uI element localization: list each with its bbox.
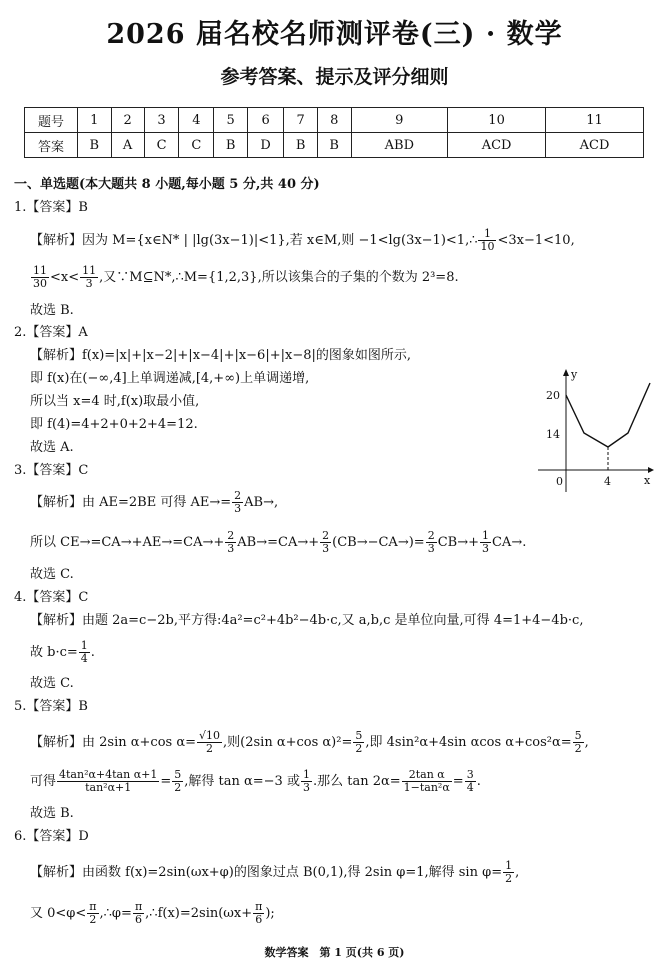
numerator: 1 <box>481 529 489 542</box>
table-cell: B <box>284 133 318 158</box>
denominator: 2 <box>206 742 213 755</box>
denominator: 4 <box>80 652 88 665</box>
page-subtitle: 参考答案、提示及评分细则 <box>220 66 449 88</box>
numerator: 1 <box>80 639 88 652</box>
function-curve <box>566 383 650 447</box>
text: (CB→−CA→)= <box>332 535 425 550</box>
q4-line2 <box>30 640 95 665</box>
table-cell: A <box>111 133 144 158</box>
numerator: 3 <box>466 768 474 781</box>
text: CA→. <box>491 535 527 550</box>
table-cell: C <box>144 133 179 158</box>
denominator: 3 <box>427 542 435 555</box>
table-cell: C <box>179 133 214 158</box>
q2-line4: 即 f(4)=4+2+0+2+4=12. <box>30 417 198 432</box>
table-cell: 7 <box>284 108 318 133</box>
table-cell: ACD <box>448 133 546 158</box>
fraction <box>133 901 144 926</box>
numerator: 5 <box>574 729 582 742</box>
q4-line1: 【解析】由题 2a=c−2b,平方得:4a²=c²+4b²−4b·c,又 a,b,c 是单位向量,可得 4=1+4−4b·c, <box>30 613 584 628</box>
numerator: 2tan α <box>402 769 452 782</box>
text: , <box>515 865 520 880</box>
denominator: 10 <box>480 240 495 253</box>
denominator: 3 <box>302 781 310 794</box>
table-cell: 6 <box>247 108 283 133</box>
numerator: 1 <box>505 859 513 872</box>
denominator: 6 <box>255 913 263 926</box>
numerator: π <box>89 900 97 913</box>
table-cell: 2 <box>111 108 144 133</box>
text: ,又∵M⊆N*,∴M={1,2,3},所以该集合的子集的个数为 2³=8. <box>99 270 459 285</box>
denominator: 3 <box>234 502 242 515</box>
denominator: 6 <box>135 913 143 926</box>
q1-explanation-line1 <box>30 228 575 253</box>
denominator: 2 <box>355 742 363 755</box>
y-axis-arrow <box>563 369 569 376</box>
text: 所以 CE→=CA→+AE→=CA→+ <box>30 535 225 550</box>
text: AB→, <box>244 495 279 510</box>
text: 【解析】由 2sin α+cos α= <box>30 735 196 750</box>
denominator: 4 <box>466 781 474 794</box>
fraction <box>465 769 476 794</box>
fraction <box>197 730 222 755</box>
fraction <box>320 530 331 555</box>
fraction <box>225 530 236 555</box>
q1-answer: 1.【答案】B <box>14 200 88 215</box>
fraction <box>402 769 452 794</box>
text: .那么 tan 2α= <box>312 774 401 789</box>
fraction <box>31 265 49 290</box>
text: 可得 <box>30 774 57 789</box>
table-cell: 10 <box>448 108 546 133</box>
table-cell: 答案 <box>25 133 78 158</box>
text: AB→=CA→+ <box>237 535 320 550</box>
text: ,则(2sin α+cos α)²= <box>223 735 353 750</box>
numerator: 11 <box>33 264 47 277</box>
denominator: 3 <box>85 277 93 290</box>
table-cell: ACD <box>546 133 644 158</box>
table-cell: 9 <box>351 108 448 133</box>
denominator: 2 <box>89 913 97 926</box>
q2-answer: 2.【答案】A <box>14 325 88 340</box>
numerator: 2 <box>322 529 330 542</box>
numerator: 5 <box>355 729 363 742</box>
numerator: 2 <box>234 489 242 502</box>
text: ,即 4sin²α+4sin αcos α+cos²α= <box>365 735 572 750</box>
text: <3x−1<10, <box>497 233 575 248</box>
denominator: 2 <box>574 742 582 755</box>
q5-choose: 故选 B. <box>30 806 74 821</box>
q4-answer: 4.【答案】C <box>14 590 89 605</box>
x-axis-label: x <box>644 474 651 487</box>
q3-answer: 3.【答案】C <box>14 463 89 478</box>
q6-line2 <box>30 901 275 926</box>
numerator: 1 <box>302 768 310 781</box>
text: 【解析】由函数 f(x)=2sin(ωx+φ)的图象过点 B(0,1),得 2sin φ=1,解得 sin φ= <box>30 865 503 880</box>
text: . <box>476 774 481 789</box>
origin-label: 0 <box>556 475 563 488</box>
q5-line2 <box>30 769 481 794</box>
numerator: 5 <box>174 768 182 781</box>
table-cell: D <box>247 133 283 158</box>
denominator: tan²α+1 <box>85 781 132 794</box>
q3-line2 <box>30 530 526 555</box>
table-cell: 1 <box>78 108 112 133</box>
numerator: 2 <box>227 529 235 542</box>
numerator: 4tan²α+4tan α+1 <box>59 768 158 781</box>
q4-choose: 故选 C. <box>30 676 74 691</box>
fraction <box>57 769 159 794</box>
numerator: 1 <box>478 228 496 241</box>
q6-answer: 6.【答案】D <box>14 829 89 844</box>
q1-choose: 故选 B. <box>30 303 74 318</box>
fraction <box>87 901 98 926</box>
q3-line1 <box>30 490 278 515</box>
table-cell: B <box>214 133 248 158</box>
x-tick-4: 4 <box>604 475 611 488</box>
text: = <box>452 774 464 789</box>
table-row <box>25 108 644 133</box>
text: 又 0<φ< <box>30 906 87 921</box>
table-cell: 11 <box>546 108 644 133</box>
page-footer: 数学答案 第 1 页(共 6 页) <box>264 946 405 959</box>
numerator: √10 <box>199 729 221 742</box>
table-cell: 8 <box>317 108 351 133</box>
text: CB→+ <box>437 535 479 550</box>
denominator: 3 <box>322 542 330 555</box>
text: ,解得 tan α=−3 或 <box>184 774 300 789</box>
table-row <box>25 133 644 158</box>
text: ); <box>265 906 275 921</box>
denominator: 2 <box>174 781 182 794</box>
x-axis-arrow <box>648 467 654 473</box>
q2-line2: 即 f(x)在(−∞,4]上单调递减,[4,+∞)上单调递增, <box>30 371 310 386</box>
numerator: 2 <box>427 529 435 542</box>
text: 故 b·c= <box>30 645 78 660</box>
numerator: π <box>255 900 263 913</box>
fraction <box>480 530 491 555</box>
denominator: 3 <box>227 542 235 555</box>
numerator: 11 <box>82 264 97 277</box>
fraction <box>79 640 90 665</box>
fraction <box>503 860 514 885</box>
denominator: 1−tan²α <box>403 781 450 794</box>
fraction <box>573 730 584 755</box>
section-heading: 一、单选题(本大题共 8 小题,每小题 5 分,共 40 分) <box>14 177 320 192</box>
text: . <box>90 645 95 660</box>
q1-explanation-line2 <box>30 265 459 290</box>
q6-line1 <box>30 860 519 885</box>
text: ,∴f(x)=2sin(ωx+ <box>145 906 253 921</box>
y-axis-label: y <box>571 368 578 381</box>
q2-line3: 所以当 x=4 时,f(x)取最小值, <box>30 394 200 409</box>
fraction <box>172 769 183 794</box>
denominator: 30 <box>33 277 47 290</box>
q2-line1: 【解析】f(x)=|x|+|x−2|+|x−4|+|x−6|+|x−8|的图象如图所示, <box>30 348 411 363</box>
function-graph <box>538 368 654 492</box>
fraction <box>301 769 312 794</box>
answer-table <box>24 107 644 158</box>
y-tick-20: 20 <box>546 389 560 402</box>
q5-answer: 5.【答案】B <box>14 699 88 714</box>
fraction <box>80 265 98 290</box>
y-tick-14: 14 <box>546 428 560 441</box>
page-title: 2026 届名校名师测评卷(三) · 数学 <box>106 19 563 50</box>
q5-line1 <box>30 730 589 755</box>
fraction <box>253 901 264 926</box>
denominator: 3 <box>481 542 489 555</box>
q3-choose: 故选 C. <box>30 567 74 582</box>
text: ,∴φ= <box>99 906 132 921</box>
table-cell: 3 <box>144 108 179 133</box>
table-cell: 4 <box>179 108 214 133</box>
table-cell: B <box>317 133 351 158</box>
q2-choose: 故选 A. <box>30 440 74 455</box>
table-cell: B <box>78 133 112 158</box>
fraction <box>426 530 437 555</box>
table-cell: ABD <box>351 133 448 158</box>
text: 【解析】因为 M={x∈N* | |lg(3x−1)|<1},若 x∈M,则 −1<lg(3x−1)<1,∴ <box>30 233 478 248</box>
numerator: π <box>134 900 143 913</box>
denominator: 2 <box>505 872 513 885</box>
table-cell: 题号 <box>25 108 78 133</box>
fraction <box>353 730 364 755</box>
text: = <box>160 774 172 789</box>
fraction <box>478 228 496 253</box>
text: 【解析】由 AE=2BE 可得 AE→= <box>30 495 232 510</box>
table-cell: 5 <box>214 108 248 133</box>
text: , <box>584 735 589 750</box>
fraction <box>232 490 243 515</box>
text: <x< <box>50 270 80 285</box>
